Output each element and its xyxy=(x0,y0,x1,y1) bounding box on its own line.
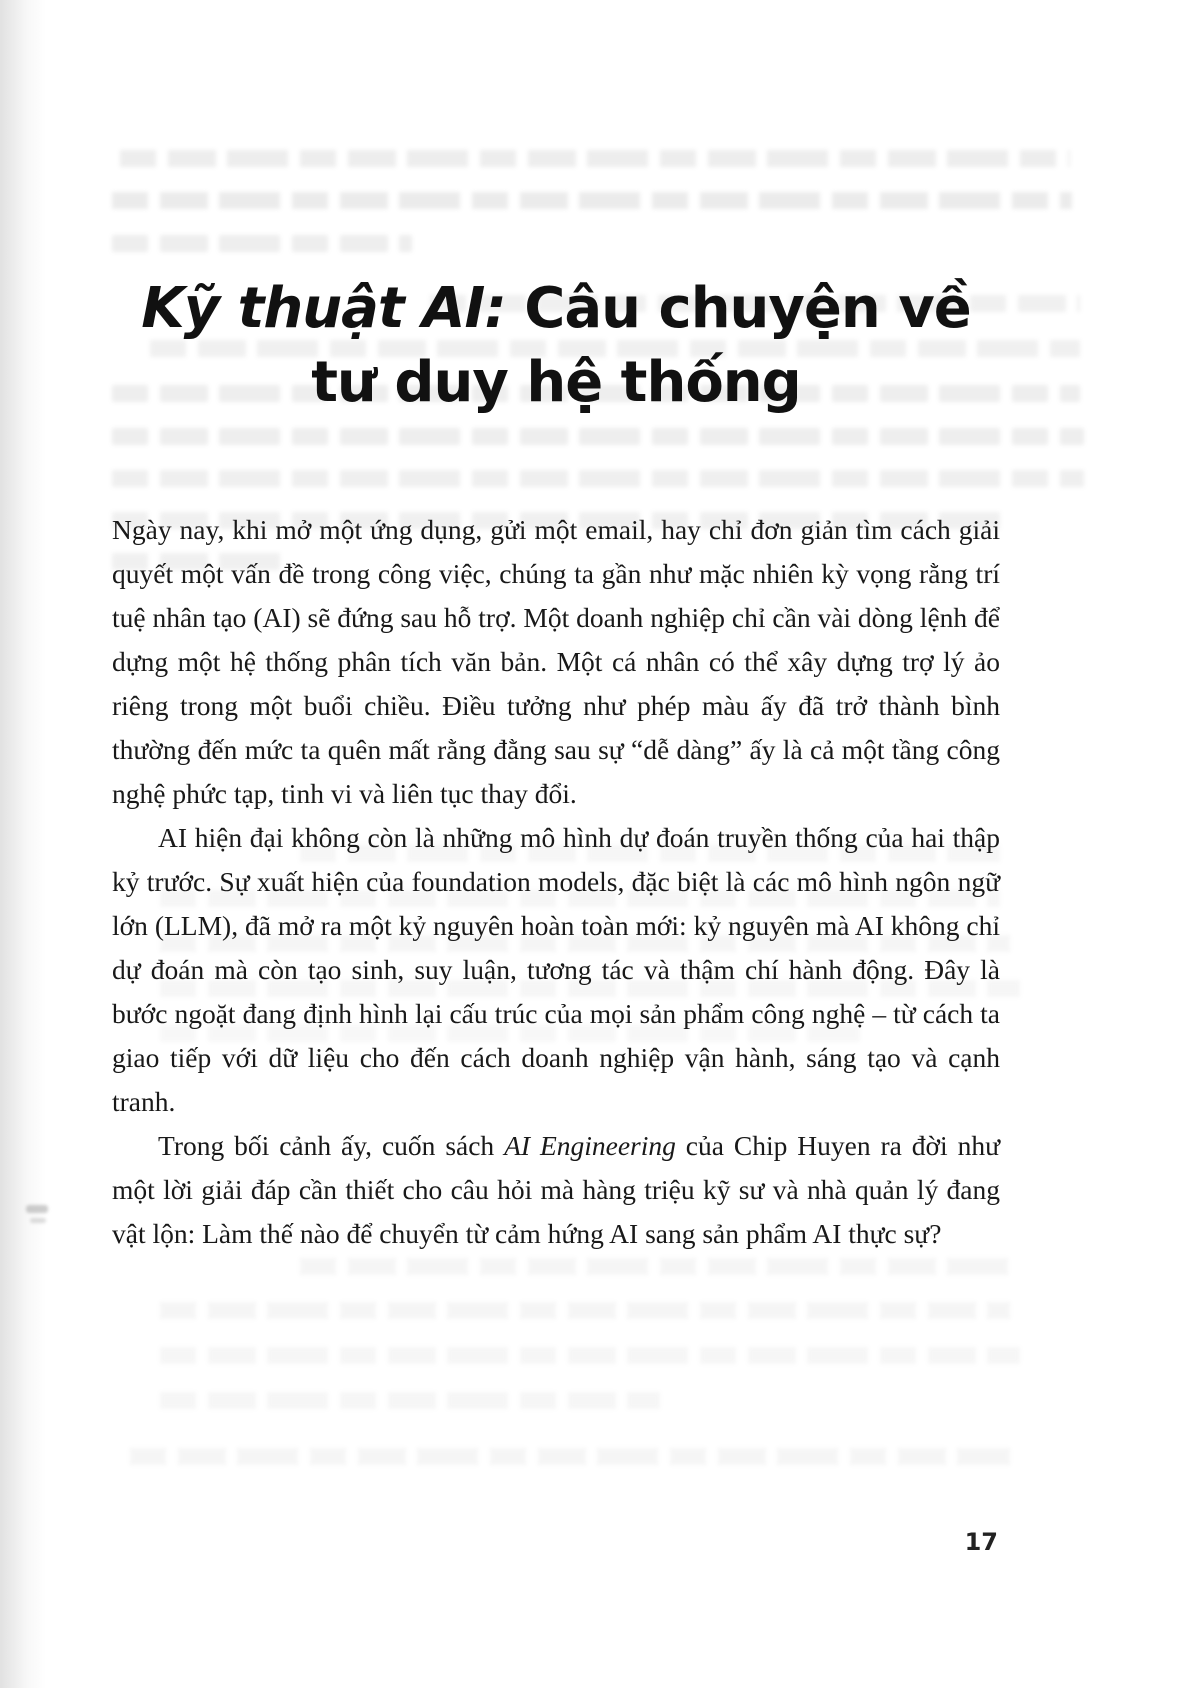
bleedthrough-text xyxy=(300,1258,1020,1275)
page-title xyxy=(112,272,1000,420)
margin-smudge xyxy=(26,1205,48,1213)
paragraph-3 xyxy=(112,1124,1000,1256)
bleedthrough-text xyxy=(130,1448,1010,1465)
page-number: 17 xyxy=(964,1528,998,1556)
page-gutter-shadow xyxy=(0,0,46,1688)
paragraph-3-before: Trong bối cảnh ấy, cuốn sách xyxy=(158,1129,505,1161)
book-title-mention: AI Engineering xyxy=(504,1129,676,1161)
page-title-line2: tư duy hệ thống xyxy=(311,349,801,415)
bleedthrough-text xyxy=(160,1347,1020,1364)
bleedthrough-text xyxy=(160,1392,660,1409)
paragraph-1: Ngày nay, khi mở một ứng dụng, gửi một email, hay chỉ đơn giản tìm cách giải quyết một vấn đề trong công việc, chúng ta gần như mặc nhiên kỳ vọng rằng trí tuệ nhân tạo (AI) sẽ đứng sau hỗ trợ. Một doanh nghiệp chỉ cần vài dòng lệnh để dựng một hệ thống phân tích văn bản. Một cá nhân có thể xây dựng trợ lý ảo riêng trong một buổi chiều. Điều tưởng như phép màu ấy đã trở thành bình thường đến mức ta quên mất rằng đằng sau sự “dễ dàng” ấy là cả một tầng công nghệ phức tạp, tinh vi và liên tục thay đổi. xyxy=(112,513,1000,809)
bleedthrough-text xyxy=(160,1302,1010,1319)
paragraph-2: AI hiện đại không còn là những mô hình dự đoán truyền thống của hai thập kỷ trước. Sự xuất hiện của foundation models, đặc biệt là các mô hình ngôn ngữ lớn (LLM), đã mở ra một kỷ nguyên hoàn toàn mới: kỷ nguyên mà AI không chỉ dự đoán mà còn tạo sinh, suy luận, tương tác và thậm chí hành động. Đây là bước ngoặt đang định hình lại cấu trúc của mọi sản phẩm công nghệ – từ cách ta giao tiếp với dữ liệu cho đến cách doanh nghiệp vận hành, sáng tạo và cạnh tranh. xyxy=(112,821,1000,1117)
paragraph-3-after: của Chip Huyen ra đời như một lời giải đáp cần thiết cho câu hỏi mà hàng triệu kỹ sư và nhà quản lý đang vật lộn: Làm thế nào để chuyển từ cảm hứng AI sang sản phẩm AI thực sự? xyxy=(112,1129,1000,1249)
page-title-line1 xyxy=(141,276,971,341)
margin-smudge xyxy=(30,1218,46,1223)
text-block xyxy=(112,0,1000,1256)
title-line1-rest: Câu chuyện về xyxy=(505,276,971,341)
title-italic-part: Kỹ thuật AI: xyxy=(141,276,506,341)
body-text xyxy=(112,508,1000,1256)
